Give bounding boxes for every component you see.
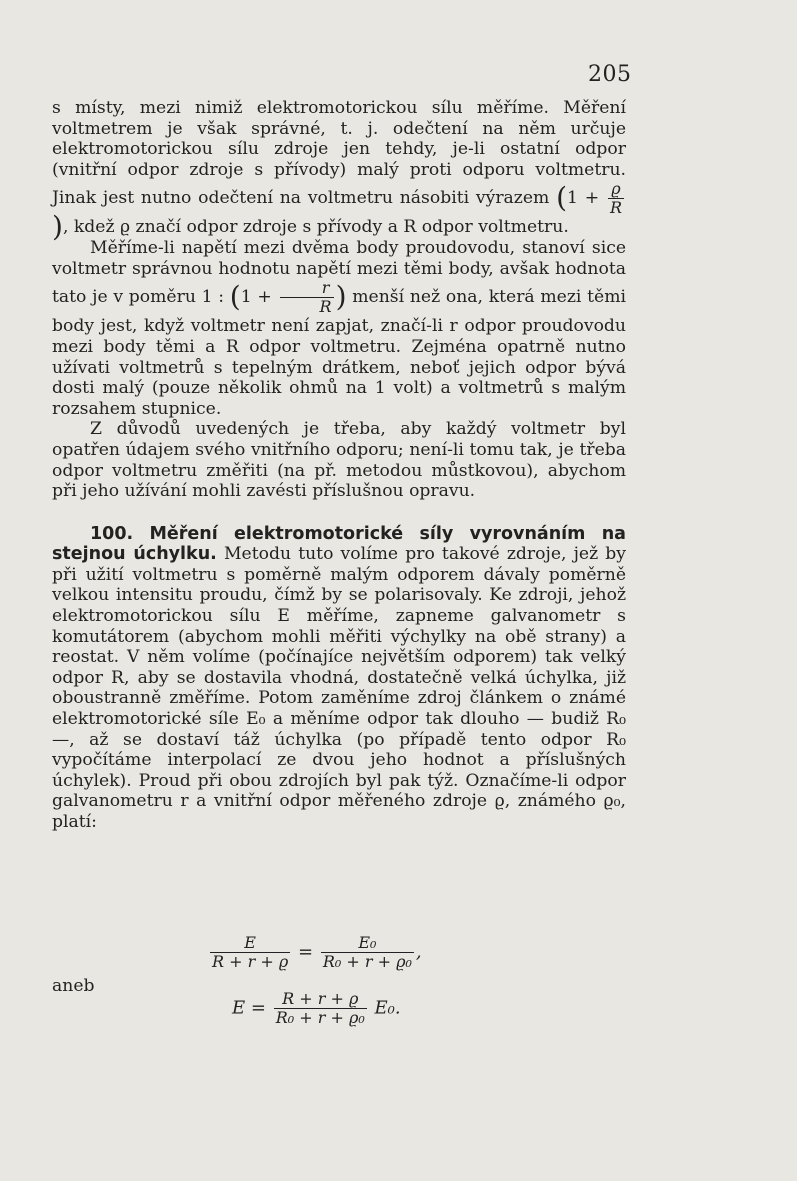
fraction-rho-over-r: $\frac{ϱ}{R}$	[609, 179, 622, 218]
p1-end: , kdež ϱ značí odpor zdroje s přívody a R odpor voltmetru.	[62, 217, 569, 238]
p4-text: Metodu tuto volíme pro takové zdroje, jež by při užití voltmetru s poměrně malým odporem dávaly poměrně velkou intensitu proudu, čímž by se polarisovaly. Ke zdroji, jehož elektromotorickou sílu E měříme, zapneme galvanometr s komutátorem (abychom mohli měřiti výchylky na obě strany) a reostat. V něm volíme (počínajíce největším odporem) tak velký odpor R, aby se dostavila vhodná, dostatečně velká úchylka, již oboustranně změříme. Potom zaměníme zdroj článkem o známé elektromotorické síle E₀ a měníme odpor tak dlouho — budiž R₀ —, až se dostaví táž úchylka (po případě tento odpor R₀ vypočítáme interpolací ze dvou jeho hodnot a příslušných úchylek). Proud při obou zdrojích byl pak týž. Označíme-li odpor galvanometru r a vnitřní odpor měřeného zdroje ϱ, známého ϱ₀, platí:	[52, 544, 627, 833]
frac1-lead: 1 +	[567, 188, 600, 209]
equation-1: $\frac{E}{R + r + ϱ}$ = $\frac{\text{E₀}}{\text{R₀ + r + ϱ₀}}$ ,	[212, 933, 422, 971]
paragraph-1: s místy, mezi nimiž elektromotorickou sílu měříme. Měření voltmetrem je však správné, t. j. odečtení na něm určuje elektromotorickou sílu zdroje jen tehdy, je-li ostatní odpor (vnitřní odpor zdroje s přívody) malý proti odporu voltmetru. Jinak jest nutno odečtení na voltmetru násobiti výrazem (1 + $\frac{ϱ}{R}$ ), kdež ϱ značí odpor zdroje s přívody a R odpor voltmetru.	[52, 98, 626, 244]
equation-connector: aneb	[52, 976, 95, 996]
equation-2: E = $\frac{R + r + ϱ}{\text{R₀ + r + ϱ₀}}$ E₀.	[232, 989, 401, 1027]
paragraph-3: Z důvodů uvedených je třeba, aby každý voltmetr byl opatřen údajem svého vnitřního odporu; není-li tomu tak, je třeba odpor voltmetru změřiti (na př. metodou můstkovou), abychom při jeho užívání mohli zavésti příslušnou opravu.	[52, 419, 626, 502]
frac2-lead: 1 +	[240, 287, 272, 308]
body-text	[52, 98, 626, 833]
page-number: 205	[588, 62, 632, 87]
paragraph-2: Měříme-li napětí mezi dvěma body proudovodu, stanoví sice voltmetr správnou hodnotu napětí mezi těmi body, avšak hodnota tato je v poměru 1 : (1 + $\frac{r}{R}$ ) menší než ona, která mezi těmi body jest, když voltmetr není zapjat, značí-li r odpor proudovodu mezi body těmi a R odpor voltmetru. Zejména opatrně nutno užívati voltmetrů s tepelným drátkem, neboť jejich odpor bývá dosti malý (pouze několik ohmů na 1 volt) a voltmetrů s malým rozsahem stupnice.	[52, 238, 626, 419]
p2-end: menší než ona, která mezi těmi body jest, když voltmetr není zapjat, značí-li r odpor proudovodu mezi body těmi a R odpor voltmetru. Zejména opatrně nutno užívati voltmetrů s tepelným drátkem, neboť jejich odpor bývá dosti malý (pouze několik ohmů na 1 volt) a voltmetrů s malým rozsahem stupnice.	[52, 287, 626, 419]
section-heading: 100. Měření elektromotorické síly vyrovnáním na stejnou úchylku.	[52, 523, 626, 565]
p2-start: Měříme-li napětí mezi dvěma body proudovodu, stanoví sice voltmetr správnou hodnotu napětí mezi těmi body, avšak hodnota tato je v poměru 1 :	[52, 238, 626, 308]
fraction-r-over-r: $\frac{r}{R}$	[280, 279, 334, 316]
p1-start: s místy, mezi nimiž elektromotorickou sílu měříme. Měření voltmetrem je však správné, t. j. odečtení na něm určuje elektromotorickou sílu zdroje jen tehdy, je-li ostatní odpor (vnitřní odpor zdroje s přívody) malý proti odporu voltmetru. Jinak jest nutno odečtení na voltmetru násobiti výrazem	[52, 98, 626, 209]
paragraph-4	[52, 524, 626, 833]
